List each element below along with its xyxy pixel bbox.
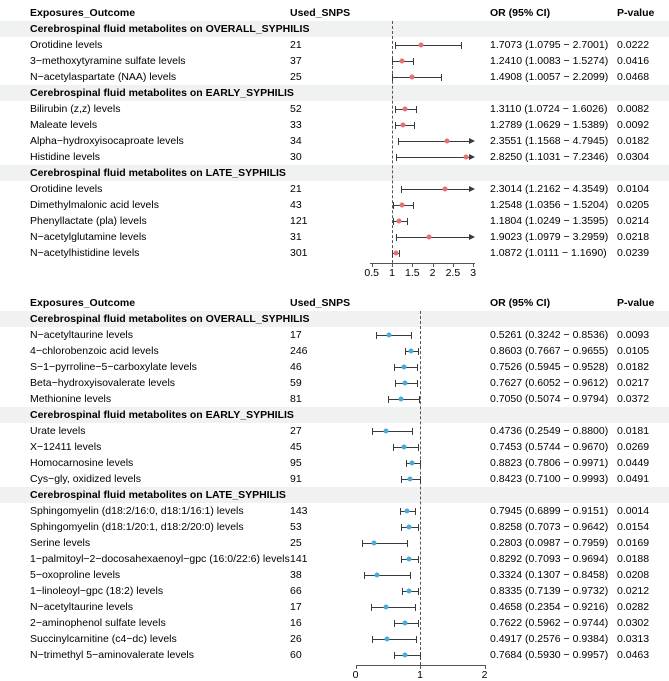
group-header-row (0, 311, 669, 327)
row-pvalue: 0.0372 (617, 393, 650, 405)
table-row (0, 519, 669, 535)
panel-a-rows (0, 5, 669, 261)
row-snp-count: 66 (290, 585, 302, 597)
row-pvalue: 0.0302 (617, 617, 650, 629)
row-or-ci: 0.7526 (0.5945 − 0.9528) (490, 361, 609, 373)
row-pvalue: 0.0217 (617, 377, 650, 389)
row-or-ci: 2.3551 (1.1568 − 4.7945) (490, 135, 609, 147)
row-or-ci: 0.7684 (0.5930 − 0.9957) (490, 649, 609, 661)
group-header-row (0, 85, 669, 101)
row-or-ci: 0.8423 (0.7100 − 0.9993) (490, 473, 609, 485)
row-snp-count: 38 (290, 569, 302, 581)
row-or-ci: 0.7627 (0.6052 − 0.9612) (490, 377, 609, 389)
row-pvalue: 0.0169 (617, 537, 650, 549)
x-axis-line (370, 263, 476, 264)
row-exposure-label: Urate levels (30, 425, 86, 437)
x-axis-tick-label: 2 (429, 267, 436, 279)
row-exposure-label: Sphingomyelin (d18:1/20:1, d18:2/20:0) levels (30, 521, 244, 533)
row-exposure-label: 3−methoxytyramine sulfate levels (30, 55, 186, 67)
row-snp-count: 246 (290, 345, 308, 357)
row-pvalue: 0.0269 (617, 441, 650, 453)
row-snp-count: 26 (290, 633, 302, 645)
row-exposure-label: Succinylcarnitine (c4−dc) levels (30, 633, 177, 645)
x-axis-tick-label: 1.5 (404, 267, 420, 279)
row-or-ci: 1.1804 (1.0249 − 1.3595) (490, 215, 609, 227)
row-exposure-label: S−1−pyrroline−5−carboxylate levels (30, 361, 197, 373)
table-row (0, 213, 669, 229)
row-pvalue: 0.0212 (617, 585, 650, 597)
row-snp-count: 17 (290, 329, 302, 341)
row-or-ci: 1.2410 (1.0083 − 1.5274) (490, 55, 609, 67)
row-snp-count: 34 (290, 135, 302, 147)
x-axis-tick (356, 665, 357, 669)
group-title: Cerebrospinal fluid metabolites on LATE_SYPHILIS (30, 167, 286, 179)
x-axis-tick (453, 263, 454, 267)
row-pvalue: 0.0463 (617, 649, 650, 661)
row-snp-count: 17 (290, 601, 302, 613)
row-or-ci: 0.4736 (0.2549 − 0.8800) (490, 425, 609, 437)
row-pvalue: 0.0188 (617, 553, 650, 565)
table-row (0, 149, 669, 165)
x-axis-tick (372, 263, 373, 267)
row-pvalue: 0.0222 (617, 39, 650, 51)
row-snp-count: 21 (290, 39, 302, 51)
row-snp-count: 95 (290, 457, 302, 469)
row-pvalue: 0.0092 (617, 119, 650, 131)
row-snp-count: 25 (290, 71, 302, 83)
row-exposure-label: 2−aminophenol sulfate levels (30, 617, 166, 629)
row-or-ci: 0.7050 (0.5074 − 0.9794) (490, 393, 609, 405)
row-or-ci: 1.2789 (1.0629 − 1.5389) (490, 119, 609, 131)
table-row (0, 133, 669, 149)
row-exposure-label: Maleate levels (30, 119, 98, 131)
row-snp-count: 81 (290, 393, 302, 405)
row-or-ci: 0.8258 (0.7073 − 0.9642) (490, 521, 609, 533)
row-snp-count: 45 (290, 441, 302, 453)
row-exposure-label: Phenyllactate (pla) levels (30, 215, 147, 227)
row-or-ci: 0.4917 (0.2576 − 0.9384) (490, 633, 609, 645)
table-row (0, 53, 669, 69)
row-exposure-label: Alpha−hydroxyisocaproate levels (30, 135, 184, 147)
table-row (0, 327, 669, 343)
row-snp-count: 59 (290, 377, 302, 389)
row-snp-count: 27 (290, 425, 302, 437)
table-row (0, 343, 669, 359)
row-exposure-label: Homocarnosine levels (30, 457, 134, 469)
group-header-row (0, 487, 669, 503)
table-row (0, 423, 669, 439)
row-pvalue: 0.0014 (617, 505, 650, 517)
row-exposure-label: N−acetylhistidine levels (30, 247, 140, 259)
column-header-pvalue: P-value (617, 7, 655, 19)
row-or-ci: 1.7073 (1.0795 − 2.7001) (490, 39, 609, 51)
row-pvalue: 0.0181 (617, 425, 650, 437)
table-row (0, 69, 669, 85)
x-axis-tick (473, 263, 474, 267)
table-row (0, 647, 669, 663)
row-or-ci: 0.4658 (0.2354 − 0.9216) (490, 601, 609, 613)
table-row (0, 37, 669, 53)
row-exposure-label: 5−oxoproline levels (30, 569, 121, 581)
row-snp-count: 33 (290, 119, 302, 131)
row-or-ci: 0.7945 (0.6899 − 0.9151) (490, 505, 609, 517)
table-row (0, 117, 669, 133)
x-axis-tick-label: 1 (389, 267, 395, 279)
row-or-ci: 0.8335 (0.7139 − 0.9732) (490, 585, 609, 597)
column-header-pvalue: P-value (617, 297, 655, 309)
column-header-or: OR (95% CI) (490, 7, 551, 19)
table-row (0, 471, 669, 487)
row-pvalue: 0.0491 (617, 473, 650, 485)
row-pvalue: 0.0154 (617, 521, 650, 533)
row-snp-count: 52 (290, 103, 302, 115)
x-axis-tick (485, 665, 486, 669)
row-pvalue: 0.0105 (617, 345, 650, 357)
row-exposure-label: N−acetyltaurine levels (30, 329, 134, 341)
row-exposure-label: 4−chlorobenzoic acid levels (30, 345, 159, 357)
row-pvalue: 0.0468 (617, 71, 650, 83)
row-pvalue: 0.0205 (617, 199, 650, 211)
table-row (0, 599, 669, 615)
row-exposure-label: Bilirubin (z,z) levels (30, 103, 121, 115)
row-exposure-label: 1−palmitoyl−2−docosahexaenoyl−gpc (16:0/22:6) levels (30, 553, 290, 565)
group-title: Cerebrospinal fluid metabolites on EARLY_SYPHILIS (30, 409, 294, 421)
row-pvalue: 0.0416 (617, 55, 650, 67)
row-exposure-label: Cys−gly, oxidized levels (30, 473, 141, 485)
group-title: Cerebrospinal fluid metabolites on OVERALL_SYPHILIS (30, 313, 310, 325)
column-header-exposure: Exposures_Outcome (30, 297, 136, 309)
group-header-row (0, 165, 669, 181)
x-axis-tick-label: 0 (352, 669, 359, 681)
table-row (0, 375, 669, 391)
group-title: Cerebrospinal fluid metabolites on LATE_SYPHILIS (30, 489, 286, 501)
row-exposure-label: Beta−hydroxyisovalerate levels (30, 377, 176, 389)
group-header-row (0, 407, 669, 423)
column-header-exposure: Exposures_Outcome (30, 7, 136, 19)
row-or-ci: 1.3110 (1.0724 − 1.6026) (490, 103, 608, 115)
x-axis-tick-label: 1 (417, 669, 423, 681)
x-axis-tick-label: 2.5 (445, 267, 461, 279)
table-row (0, 391, 669, 407)
row-exposure-label: 1−linoleoyl−gpc (18:2) levels (30, 585, 164, 597)
row-pvalue: 0.0093 (617, 329, 650, 341)
row-pvalue: 0.0282 (617, 601, 650, 613)
row-snp-count: 37 (290, 55, 302, 67)
row-or-ci: 0.8603 (0.7667 − 0.9655) (490, 345, 609, 357)
row-or-ci: 0.7622 (0.5962 − 0.9744) (490, 617, 609, 629)
x-axis-tick (392, 263, 393, 267)
row-snp-count: 60 (290, 649, 302, 661)
row-pvalue: 0.0214 (617, 215, 650, 227)
row-exposure-label: Histidine levels (30, 151, 101, 163)
row-or-ci: 0.2803 (0.0987 − 0.7959) (490, 537, 609, 549)
x-axis-tick (420, 665, 421, 669)
row-exposure-label: Sphingomyelin (d18:2/16:0, d18:1/16:1) levels (30, 505, 244, 517)
row-snp-count: 31 (290, 231, 302, 243)
row-pvalue: 0.0218 (617, 231, 650, 243)
table-row (0, 615, 669, 631)
group-header-row (0, 21, 669, 37)
table-row (0, 503, 669, 519)
row-pvalue: 0.0304 (617, 151, 650, 163)
row-snp-count: 121 (290, 215, 308, 227)
row-exposure-label: X−12411 levels (30, 441, 102, 453)
row-or-ci: 1.0872 (1.0111 − 1.1690) (490, 247, 607, 259)
column-header-or: OR (95% CI) (490, 297, 551, 309)
row-exposure-label: N−acetylaspartate (NAA) levels (30, 71, 177, 83)
table-row (0, 181, 669, 197)
column-header-snps: Used_SNPS (290, 7, 351, 19)
row-exposure-label: N−trimethyl 5−aminovalerate levels (30, 649, 194, 661)
row-or-ci: 1.9023 (1.0979 − 3.2959) (490, 231, 609, 243)
row-exposure-label: Orotidine levels (30, 39, 103, 51)
table-row (0, 535, 669, 551)
table-row (0, 455, 669, 471)
row-snp-count: 53 (290, 521, 302, 533)
row-or-ci: 0.7453 (0.5744 − 0.9670) (490, 441, 609, 453)
table-row (0, 551, 669, 567)
table-row (0, 583, 669, 599)
row-snp-count: 91 (290, 473, 302, 485)
row-pvalue: 0.0208 (617, 569, 650, 581)
row-pvalue: 0.0082 (617, 103, 650, 115)
row-snp-count: 25 (290, 537, 302, 549)
table-row (0, 197, 669, 213)
row-or-ci: 1.2548 (1.0356 − 1.5204) (490, 199, 609, 211)
row-snp-count: 143 (290, 505, 308, 517)
group-title: Cerebrospinal fluid metabolites on EARLY_SYPHILIS (30, 87, 294, 99)
row-or-ci: 1.4908 (1.0057 − 2.2099) (490, 71, 609, 83)
row-snp-count: 21 (290, 183, 302, 195)
row-or-ci: 2.8250 (1.1031 − 7.2346) (490, 151, 609, 163)
x-axis-tick-label: 0.5 (364, 267, 379, 279)
row-exposure-label: Dimethylmalonic acid levels (30, 199, 159, 211)
table-row (0, 229, 669, 245)
row-exposure-label: N−acetyltaurine levels (30, 601, 134, 613)
row-pvalue: 0.0449 (617, 457, 650, 469)
row-snp-count: 16 (290, 617, 302, 629)
table-row (0, 567, 669, 583)
group-title: Cerebrospinal fluid metabolites on OVERALL_SYPHILIS (30, 23, 310, 35)
row-pvalue: 0.0182 (617, 135, 650, 147)
table-row (0, 101, 669, 117)
column-header-snps: Used_SNPS (290, 297, 351, 309)
row-or-ci: 2.3014 (1.2162 − 4.3549) (490, 183, 609, 195)
row-pvalue: 0.0182 (617, 361, 650, 373)
row-pvalue: 0.0104 (617, 183, 650, 195)
row-exposure-label: Methionine levels (30, 393, 112, 405)
row-or-ci: 0.3324 (0.1307 − 0.8458) (490, 569, 609, 581)
row-snp-count: 301 (290, 247, 308, 259)
table-row (0, 359, 669, 375)
row-or-ci: 0.5261 (0.3242 − 0.8536) (490, 329, 609, 341)
x-axis-tick (433, 263, 434, 267)
row-snp-count: 141 (290, 553, 308, 565)
column-header-row (0, 5, 669, 21)
row-snp-count: 30 (290, 151, 302, 163)
table-row (0, 439, 669, 455)
x-axis-tick (412, 263, 413, 267)
panel-b-rows (0, 295, 669, 663)
table-row (0, 245, 669, 261)
row-exposure-label: Serine levels (30, 537, 91, 549)
x-axis-line (356, 665, 485, 666)
row-pvalue: 0.0239 (617, 247, 650, 259)
row-pvalue: 0.0313 (617, 633, 650, 645)
row-snp-count: 43 (290, 199, 302, 211)
x-axis-tick-label: 2 (481, 669, 488, 681)
row-or-ci: 0.8823 (0.7806 − 0.9971) (490, 457, 609, 469)
row-exposure-label: N−acetylglutamine levels (30, 231, 147, 243)
row-or-ci: 0.8292 (0.7093 − 0.9694) (490, 553, 609, 565)
column-header-row (0, 295, 669, 311)
row-exposure-label: Orotidine levels (30, 183, 103, 195)
table-row (0, 631, 669, 647)
row-snp-count: 46 (290, 361, 302, 373)
x-axis-tick-label: 3 (470, 267, 477, 279)
